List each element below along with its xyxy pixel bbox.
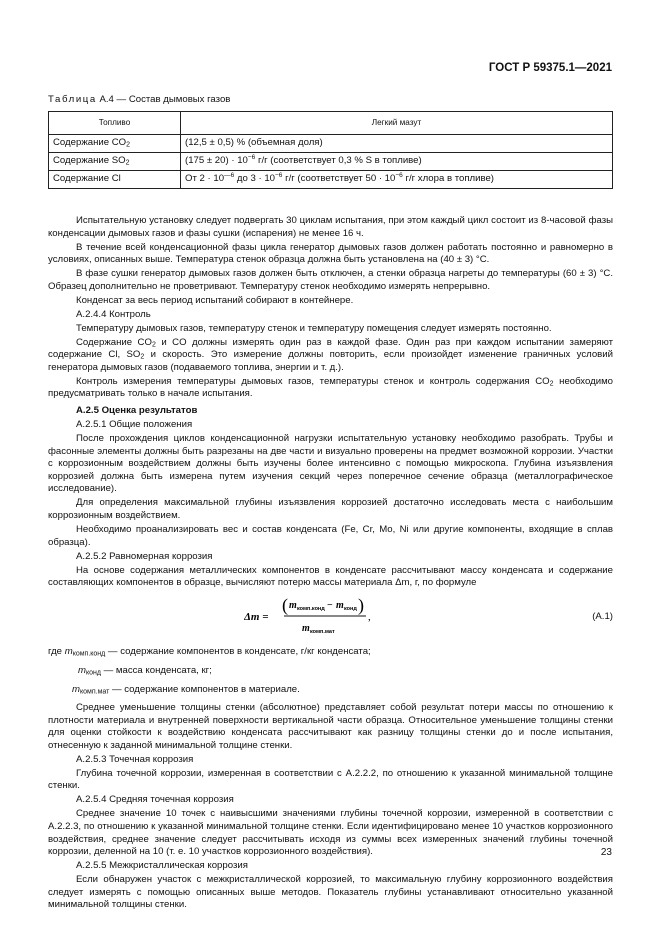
text-run: и CO должны измерять один раз в каждой фазе. Один раз при каждом испытании замеряют содержание Cl, SO <box>48 336 614 361</box>
formula-number: (А.1) <box>592 611 613 623</box>
legend-lead: где <box>48 646 63 658</box>
table-cell: Содержание Cl <box>49 171 181 189</box>
subscript: 2 <box>151 341 156 349</box>
section-heading: А.2.5.5 Межкристаллическая коррозия <box>76 860 248 872</box>
svg-text:): ) <box>358 595 364 616</box>
paragraph: Глубина точечной коррозии, измеренная в соответствии с А.2.2.2, по отношению к указанной минимальной толщине стенки. <box>48 767 613 792</box>
cell-text: Содержание CO <box>53 137 127 149</box>
paragraph <box>48 337 613 375</box>
cell-text: до 3 · 10 <box>234 173 275 185</box>
paragraph: Конденсат за весь период испытаний собирают в контейнере. <box>76 294 354 306</box>
svg-text:(: ( <box>282 595 288 616</box>
paragraph: Среднее уменьшение толщины стенки (абсолютное) представляет собой результат потери массы по отношению к плотности материала и внутренней поверхности вертикальной части образца. Относительное уменьшение толщины стенки для оценки стойкости к воздействию конденсата рассчитывают как разницу толщины стенки до и после испытания, отнесенную к заданной минимальной толщине стенки. <box>48 702 613 751</box>
formula-graphic <box>244 591 414 641</box>
svg-text:,: , <box>368 611 371 624</box>
paragraph: В течение всей конденсационной фазы цикла генератор дымовых газов должен работать постоянно и равномерно в условиях, описанных выше. Температура стенок образца должна быть установлена на (40 ± 3) °С. <box>48 241 613 266</box>
paragraph: В фазе сушки генератор дымовых газов должен быть отключен, а стенки образца нагреты до температуры (60 ± 3) °С. Образец дополнительно не проветривают. Температуру стенок необходимо измерять непрерывно. <box>48 268 613 292</box>
table-header-fuel: Топливо <box>49 112 181 135</box>
legend-row: где $m_{комп.конд}$ — содержание компонентов в конденсате, г/кг конденсата; <box>48 646 371 658</box>
cell-sub: 2 <box>126 141 131 149</box>
cell-sup: −6 <box>395 172 403 180</box>
section-heading: А.2.5.1 Общие положения <box>76 419 193 431</box>
paragraph: Испытательную установку следует подвергать 30 циклам испытания, при этом каждый цикл состоит из 8-часовой фазы конденсации дымовых газов и фазы сушки (испарения) не менее 16 ч. <box>48 215 613 239</box>
section-heading: А.2.5.3 Точечная коррозия <box>76 753 194 765</box>
svg-text:−: − <box>327 600 333 612</box>
paragraph: Если обнаружен участок с межкристаллической коррозией, то максимальную глубину коррозионного воздействия следует измерять с помощью описанных выше методов. Показатель глубины устанавливают относительно указанной минимальной толщины стенки. <box>48 874 613 911</box>
paragraph: Для определения максимальной глубины изъязвления коррозией достаточно исследовать места с наибольшим коррозионным воздействием. <box>48 497 613 521</box>
svg-text:конд: конд <box>344 606 357 613</box>
legend-sub: комп.мат <box>80 688 110 696</box>
cell-text: От 2 · 10 <box>185 173 225 185</box>
legend-text: — масса конденсата, кг; <box>100 665 212 677</box>
paragraph: После прохождения циклов конденсационной нагрузки испытательную установку необходимо разобрать. Трубы и фасонные элементы должны быть разрезаны на две части и визуально проверены на предмет возможной коррозии. Участки с коррозионным воздействием должны быть изучены более интенсивно с помощью микроскопа. Глубина изъязвления коррозией должна быть измерена путем изучения секций через поперечное сечение образца (металлографическое исследование). <box>48 433 613 495</box>
legend-text: — содержание компонентов в материале. <box>109 684 300 696</box>
cell-text: Содержание SO <box>53 155 126 167</box>
legend-sub: конд <box>86 669 101 677</box>
svg-text:m: m <box>302 623 310 635</box>
paragraph: Необходимо проанализировать вес и состав конденсата (Fe, Cr, Mo, Ni или другие компоненты, входящие в сплав образца). <box>48 523 613 548</box>
formula-legend <box>48 646 613 702</box>
subscript: 2 <box>549 380 554 388</box>
cell-text: г/г (соответствует 50 · 10 <box>282 173 396 185</box>
svg-text:Δm =: Δm = <box>244 611 269 624</box>
body-text <box>48 215 613 913</box>
flue-gas-table <box>48 111 613 189</box>
table-cell <box>49 153 181 171</box>
section-heading: А.2.5 Оценка результатов <box>76 405 198 417</box>
standard-number: ГОСТ Р 59375.1—2021 <box>488 62 612 74</box>
svg-text:m: m <box>336 600 344 612</box>
page-number: 23 <box>600 847 612 858</box>
table-row <box>49 135 613 153</box>
table-caption <box>48 94 230 107</box>
table-cell <box>181 153 613 171</box>
cell-sub: 2 <box>125 159 130 167</box>
table-cell: (12,5 ± 0,5) % (объемная доля) <box>181 135 613 153</box>
legend-sub: комп.конд <box>72 650 106 658</box>
text-run: необходимо предусматривать только в начале испытания. <box>48 375 614 400</box>
svg-text:комп.мат: комп.мат <box>310 629 335 636</box>
table-caption-text: А.4 — Состав дымовых газов <box>96 94 231 105</box>
cell-sup: —6 <box>224 172 235 180</box>
text-run: Контроль измерения температуры дымовых газов, температуры стенок и контроль содержания CO <box>76 375 550 387</box>
svg-text:m: m <box>289 600 297 612</box>
section-heading: А.2.4.4 Контроль <box>76 308 151 320</box>
formula-a1 <box>48 591 613 643</box>
cell-text: г/г (соответствует 0,3 % S в топливе) <box>255 155 422 167</box>
text-run: и скорость. Это измерение должны повторить, если произойдет изменение граничных условий генератора дымовых газов (подаваемого топлива, энергии и т. д.). <box>48 349 613 373</box>
cell-sup: −6 <box>247 154 256 162</box>
table-row <box>49 153 613 171</box>
svg-text:комп.конд: комп.конд <box>297 606 325 613</box>
table-header-row <box>49 112 613 135</box>
section-heading: А.2.5.2 Равномерная коррозия <box>76 550 213 562</box>
table-caption-prefix: Таблица <box>48 94 97 105</box>
paragraph: Температуру дымовых газов, температуру стенок и температуру помещения следует измерять постоянно. <box>76 322 552 334</box>
table-cell <box>49 135 181 153</box>
paragraph <box>48 376 613 401</box>
subscript: 2 <box>140 353 145 361</box>
paragraph: На основе содержания металлических компонентов в конденсате рассчитывают массу конденсата и содержание составляющих компонентов в образце, вычисляют потерю массы материала Δm, г, по формуле <box>48 564 613 589</box>
cell-text: (175 ± 20) · 10 <box>185 155 248 167</box>
table-row <box>49 171 613 189</box>
legend-row: $m_{комп.мат}$ — содержание компонентов в материале. <box>72 684 300 696</box>
cell-text: г/г хлора в топливе) <box>402 173 495 185</box>
legend-text: — содержание компонентов в конденсате, г/кг конденсата; <box>105 646 371 658</box>
paragraph: Среднее значение 10 точек с наивысшими значениями глубины точечной коррозии, измеренной в соответствии с А.2.2.3, по отношению к указанной минимальной толщине стенки. Если идентифицировано менее 10 участков коррозионного воздействия, среднее значение следует рассчитывать исходя из суммы всех измеренных значений глубины точечной коррозии, деленной на 10 (т. е. 10 участков коррозионного воздействия). <box>48 808 613 858</box>
table-cell <box>181 171 613 189</box>
cell-sup: −6 <box>274 172 283 180</box>
text-run: Содержание CO <box>76 336 152 348</box>
table-header-light-oil: Легкий мазут <box>181 112 613 135</box>
section-heading: А.2.5.4 Средняя точечная коррозия <box>76 794 234 806</box>
legend-row: $m_{конд}$ — масса конденсата, кг; <box>78 665 212 677</box>
